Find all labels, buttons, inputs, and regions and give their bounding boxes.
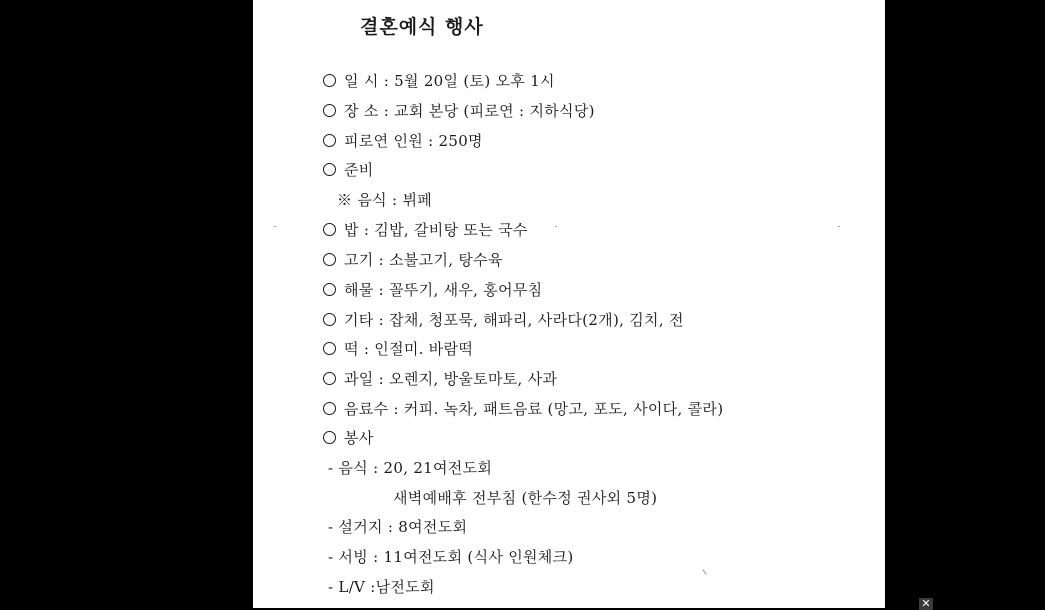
line-beverages bbox=[323, 399, 723, 419]
scan-speck bbox=[555, 226, 557, 227]
line-text: 새벽예배후 전부침 (한수정 권사외 5명) bbox=[393, 489, 658, 507]
line-text: - 음식 : 20, 21여전도회 bbox=[328, 459, 493, 477]
line-text: 음료수 : 커피. 녹차, 패트음료 (망고, 포도, 사이다, 콜라) bbox=[344, 400, 724, 418]
circle-bullet-icon bbox=[323, 342, 336, 355]
line-place bbox=[323, 101, 595, 121]
line-text: - 설거지 : 8여전도회 bbox=[328, 518, 468, 536]
line-volunteer-food bbox=[328, 458, 492, 478]
line-text: ※ 음식 : 뷔페 bbox=[337, 191, 433, 209]
scan-speck bbox=[702, 569, 706, 574]
circle-bullet-icon bbox=[323, 253, 336, 266]
circle-bullet-icon bbox=[323, 283, 336, 296]
circle-bullet-icon bbox=[323, 372, 336, 385]
line-fruit bbox=[323, 369, 557, 389]
line-text: 장 소 : 교회 본당 (피로연 : 지하식당) bbox=[344, 102, 595, 120]
scan-speck bbox=[274, 226, 276, 227]
line-text: 고기 : 소불고기, 탕수육 bbox=[344, 251, 503, 269]
line-text: 기타 : 잡채, 청포묵, 해파리, 사라다(2개), 김치, 전 bbox=[344, 311, 684, 329]
line-rice bbox=[323, 220, 528, 240]
circle-bullet-icon bbox=[323, 402, 336, 415]
line-text: 밥 : 김밥, 갈비탕 또는 국수 bbox=[344, 221, 528, 239]
circle-bullet-icon bbox=[323, 431, 336, 444]
line-text: 과일 : 오렌지, 방울토마토, 사과 bbox=[344, 370, 558, 388]
line-volunteer-serving bbox=[328, 547, 574, 567]
circle-bullet-icon bbox=[323, 104, 336, 117]
line-preparation bbox=[323, 160, 374, 180]
line-volunteer-lv bbox=[328, 577, 435, 597]
circle-bullet-icon bbox=[323, 74, 336, 87]
line-text: 피로연 인원 : 250명 bbox=[344, 132, 483, 150]
line-guests bbox=[323, 131, 483, 151]
line-text: 일 시 : 5월 20일 (토) 오후 1시 bbox=[344, 72, 555, 90]
line-text: 해물 : 꼴뚜기, 새우, 홍어무침 bbox=[344, 281, 543, 299]
line-volunteer-food-detail bbox=[393, 488, 657, 508]
line-rice-cake bbox=[323, 339, 473, 359]
line-text: 준비 bbox=[344, 161, 374, 179]
line-volunteer bbox=[323, 428, 374, 448]
circle-bullet-icon bbox=[323, 163, 336, 176]
document-title: 결혼예식 행사 bbox=[360, 16, 484, 38]
document-page bbox=[253, 0, 885, 608]
circle-bullet-icon bbox=[323, 223, 336, 236]
scan-speck bbox=[838, 226, 840, 227]
line-others bbox=[323, 310, 684, 330]
line-text: - L/V :남전도회 bbox=[328, 578, 435, 596]
line-text: - 서빙 : 11여전도회 (식사 인원체크) bbox=[328, 548, 574, 566]
line-text: 떡 : 인절미. 바람떡 bbox=[344, 340, 474, 358]
line-text: 봉사 bbox=[344, 429, 374, 447]
close-icon[interactable]: ✕ bbox=[919, 598, 933, 610]
circle-bullet-icon bbox=[323, 134, 336, 147]
line-date bbox=[323, 71, 555, 91]
circle-bullet-icon bbox=[323, 313, 336, 326]
line-seafood bbox=[323, 280, 542, 300]
line-food-buffet bbox=[337, 190, 432, 210]
line-volunteer-dishes bbox=[328, 517, 467, 537]
line-meat bbox=[323, 250, 503, 270]
